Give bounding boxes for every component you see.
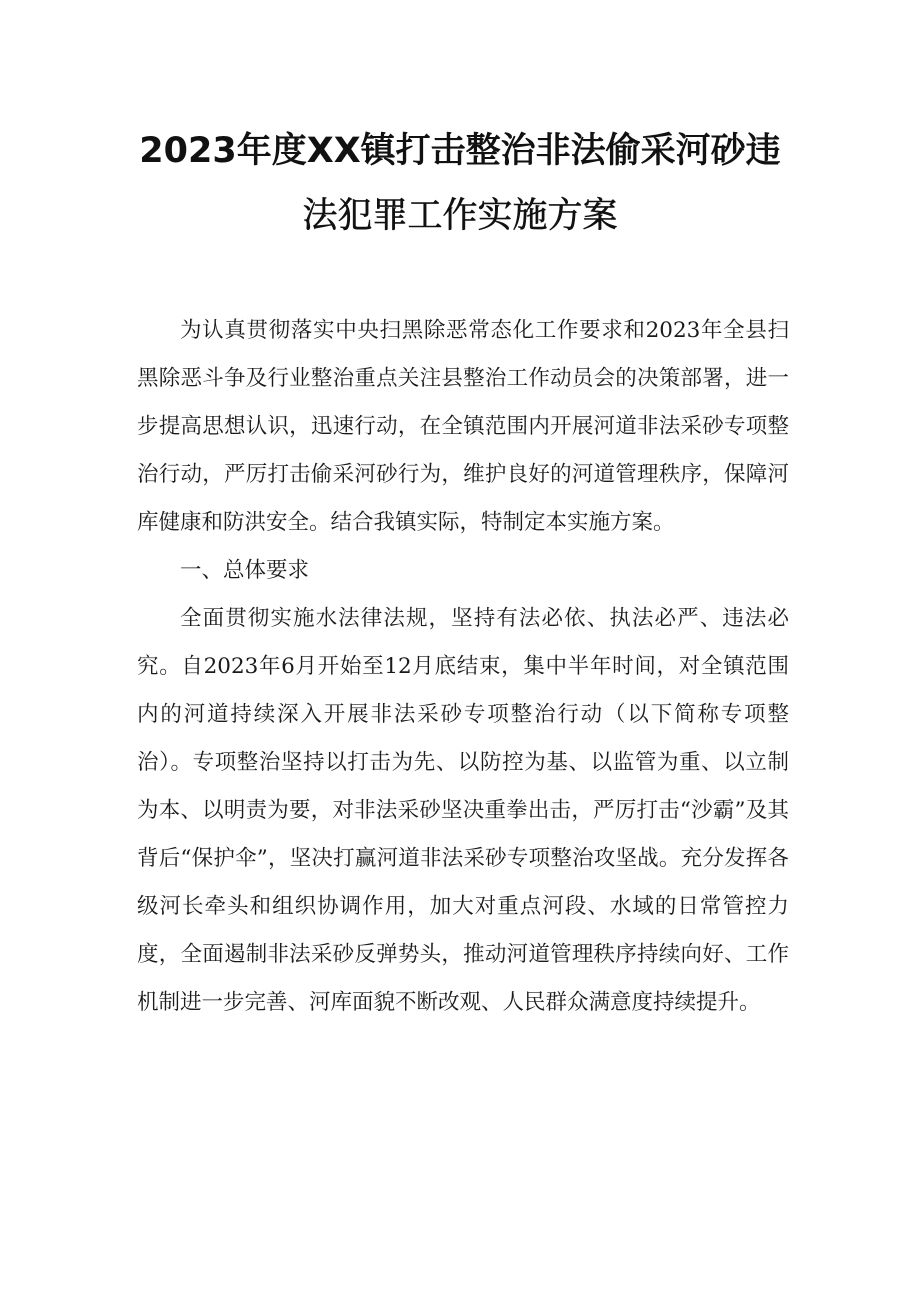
general-requirements-paragraph: 全面贯彻实施水法律法规，坚持有法必依、执法必严、违法必究。自2023年6月开始至12月底结束，集中半年时间，对全镇范围内的河道持续深入开展非法采砂专项整治行动（以下简称专项整治）。专项整治坚持以打击为先、以防控为基、以监管为重、以立制为本、以明责为要，对非法采砂坚决重拳出击，严厉打击“沙霸”及其背后“保护伞”，坚决打赢河道非法采砂专项整治攻坚战。充分发挥各级河长牵头和组织协调作用，加大对重点河段、水域的日常管控力度，全面遏制非法采砂反弹势头，推动河道管理秩序持续向好、工作机制进一步完善、河库面貌不断改观、人民群众满意度持续提升。 — [137, 606, 789, 1015]
document-title-line-2: 法犯罪工作实施方案 — [302, 196, 618, 236]
section-heading-general-requirements: 一、总体要求 — [180, 558, 310, 583]
document-title-line-1: 2023年度XX镇打击整治非法偷采河砂违 — [139, 131, 781, 171]
document-body — [137, 307, 789, 1027]
intro-paragraph: 为认真贯彻落实中央扫黑除恶常态化工作要求和2023年全县扫黑除恶斗争及行业整治重点关注县整治工作动员会的决策部署，进一步提高思想认识，迅速行动，在全镇范围内开展河道非法采砂专项整治行动，严厉打击偷采河砂行为，维护良好的河道管理秩序，保障河库健康和防洪安全。结合我镇实际，特制定本实施方案。 — [137, 318, 789, 535]
